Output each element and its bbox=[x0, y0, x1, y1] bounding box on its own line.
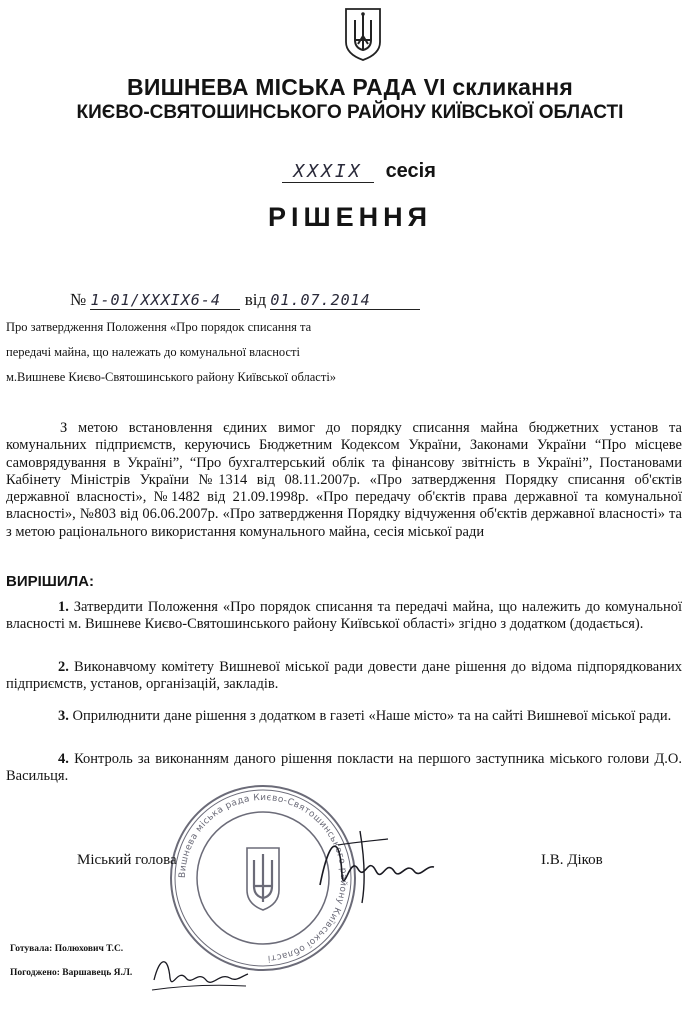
session-number: XXXIX bbox=[282, 161, 374, 183]
subject-line-2: передачі майна, що належать до комунальної власності bbox=[6, 345, 300, 359]
resolution-item bbox=[6, 708, 682, 725]
resolution-item bbox=[6, 659, 682, 694]
item-text: Контроль за виконанням даного рішення покласти на першого заступника міського голови Д.О. Васильця. bbox=[6, 751, 682, 785]
decision-title: РІШЕННЯ bbox=[267, 202, 433, 232]
handwritten-signature bbox=[310, 825, 440, 905]
session-line bbox=[282, 160, 436, 183]
item-number: 3. bbox=[58, 708, 69, 724]
district-name-heading: КИЄВО-СВЯТОШИНСЬКОГО РАЙОНУ КИЇВСЬКОЇ ОБЛАСТІ bbox=[76, 102, 624, 123]
seal-text: Вишнева міська рада Києво-Святошинського району Київської області bbox=[177, 792, 349, 963]
item-text: Виконавчому комітету Вишневої міської ради довести дане рішення до відома підпорядкованих підприємств, установ, організацій, закладів. bbox=[6, 659, 682, 693]
number-label: № bbox=[70, 290, 87, 309]
signatory-name: І.В. Діков bbox=[541, 852, 603, 868]
prepared-by: Готувала: Полюхович Т.С. bbox=[10, 944, 124, 954]
resolution-item bbox=[6, 599, 682, 634]
signatory-title: Міський голова bbox=[77, 852, 177, 868]
decision-date: 01.07.2014 bbox=[270, 291, 420, 310]
council-name-heading: ВИШНЕВА МІСЬКА РАДА VI скликання bbox=[127, 74, 573, 100]
item-text: Затвердити Положення «Про порядок списання та передачі майна, що належить до комунальної власності м. Вишневе Києво-Святошинського району Київської області» згідно з додатком (додається). bbox=[6, 599, 682, 633]
preamble-paragraph: З метою встановлення єдиних вимог до порядку списання майна бюджетних установ та комунальних підприємств, керуючись Бюджетним Кодексом України, Законами України “Про місцеве самоврядування в Україні”, “Про бухгалтерський облік та фінансову звітність в Україні”, Постановами Кабінету Міністрів України №1314 від 08.11.2007р. «Про затвердження Порядку списання об'єктів державної власності», №1482 від 21.09.1998р. «Про передачу об'єктів права державної та комунальної власності», №803 від 06.06.2007р. «Про затвердження Порядку відчуження об'єктів державної власності» та з метою раціонального використання комунального майна, сесія міської ради bbox=[6, 420, 682, 540]
item-text: Оприлюднити дане рішення з додатком в газеті «Наше місто» та на сайті Вишневої міської ради. bbox=[72, 708, 672, 724]
resolved-label: ВИРІШИЛА: bbox=[6, 573, 94, 590]
session-label: сесія bbox=[385, 160, 436, 182]
trident-coat-of-arms-icon bbox=[343, 6, 383, 62]
subject-line-3: м.Вишневе Києво-Святошинського району Київської області» bbox=[6, 370, 337, 384]
item-number: 4. bbox=[58, 751, 69, 767]
approval-signature bbox=[150, 950, 250, 995]
seal-trident-icon bbox=[247, 848, 279, 910]
agreed-by: Погоджено: Варшавець Я.Л. bbox=[10, 968, 133, 978]
decision-number: 1-01/XXXIX6-4 bbox=[90, 291, 240, 310]
item-number: 1. bbox=[58, 599, 69, 615]
item-number: 2. bbox=[58, 659, 69, 675]
decision-number-line bbox=[70, 290, 420, 310]
date-label: від bbox=[244, 290, 267, 309]
subject-line-1: Про затвердження Положення «Про порядок списання та bbox=[6, 320, 312, 334]
